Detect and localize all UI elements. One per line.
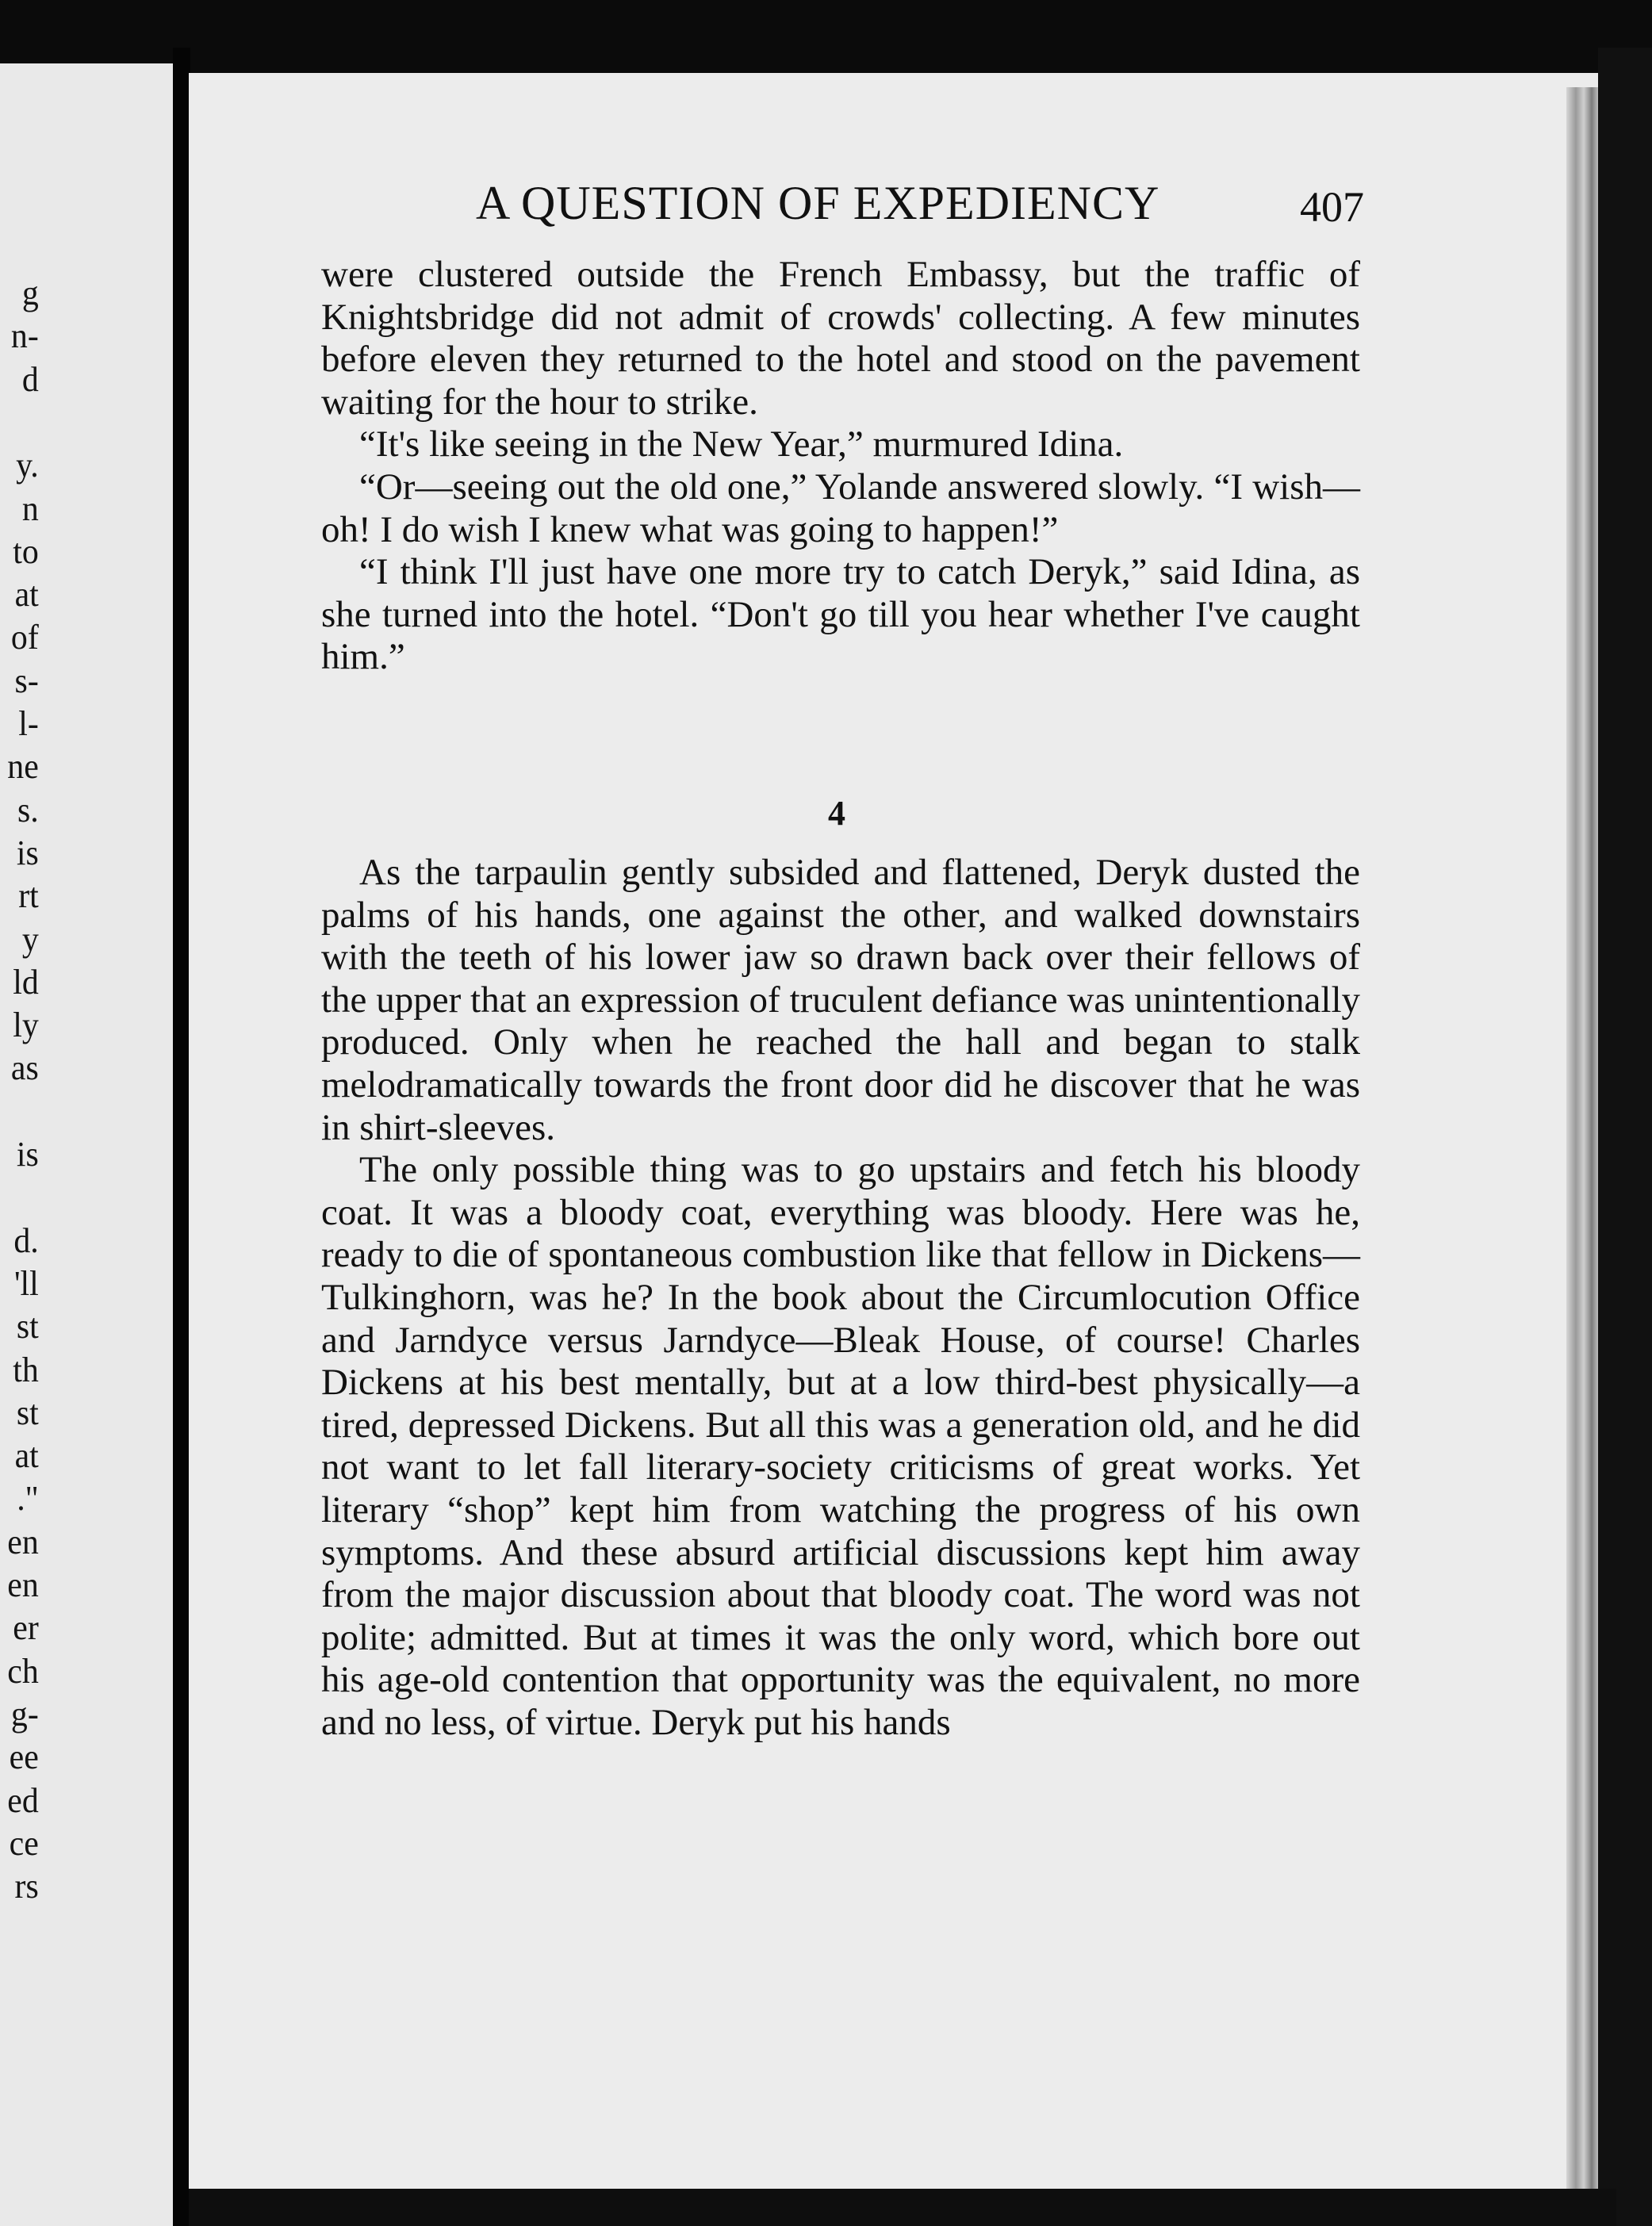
page-header	[476, 176, 1364, 232]
facing-page-fragment: s-	[14, 661, 39, 700]
facing-page-fragment: y.	[16, 446, 39, 485]
text-block-after-section	[321, 852, 1360, 1744]
page-edge	[1566, 87, 1598, 2197]
facing-page-fragment: of	[10, 618, 39, 657]
page-bottom-shadow	[189, 2189, 1616, 2226]
facing-page-fragment: as	[10, 1048, 39, 1088]
section-number: 4	[828, 794, 845, 833]
facing-page-fragment: l-	[18, 704, 39, 743]
facing-page-fragment: 'll	[13, 1263, 39, 1303]
running-title: A QUESTION OF EXPEDIENCY	[476, 177, 1160, 229]
paragraph: “It's like seeing in the New Year,” murmured Idina.	[359, 423, 1124, 466]
facing-page-fragment: at	[14, 575, 39, 615]
facing-page-fragment: s.	[17, 790, 39, 829]
facing-page-fragment: ."	[17, 1479, 39, 1519]
facing-page-fragment: ne	[7, 747, 39, 787]
facing-page-fragment: en	[7, 1522, 39, 1561]
facing-page-fragment: en	[7, 1565, 39, 1604]
facing-page-left	[0, 63, 173, 2226]
facing-page-fragment: rt	[18, 876, 39, 916]
facing-page-fragment: d.	[13, 1220, 39, 1260]
facing-page-fragment: is	[16, 1135, 39, 1174]
facing-page-fragment: ce	[9, 1823, 39, 1863]
text-block-before-section	[321, 254, 1360, 679]
facing-page-fragment: th	[13, 1350, 39, 1389]
facing-page-fragment: er	[13, 1608, 39, 1648]
facing-page-fragment: n	[21, 488, 39, 528]
paragraph: “I think I'll just have one more try to catch Deryk,” said Idina, as she turned into the hotel. “Don't go till you hear whether I've caught him.”	[321, 551, 1360, 678]
facing-page-fragment: is	[16, 833, 39, 872]
facing-page-fragment: ly	[13, 1006, 39, 1045]
facing-page-fragment: st	[16, 1393, 39, 1432]
page-number: 407	[1300, 183, 1364, 231]
facing-page-fragment: ee	[9, 1738, 39, 1777]
book-cover-edge	[1598, 48, 1652, 2226]
book-gutter	[173, 48, 190, 2226]
paragraph: were clustered outside the French Embassy, but the traffic of Knightsbridge did not admit of crowds' collecting. A few minutes before eleven they returned to the hotel and stood on the pavement waiting for the hour to strike.	[321, 254, 1360, 423]
facing-page-fragment: ch	[7, 1651, 39, 1691]
facing-page-fragment: st	[16, 1307, 39, 1347]
facing-page-fragment: n-	[10, 316, 39, 356]
facing-page-fragment: ld	[13, 962, 39, 1002]
facing-page-fragment: g-	[10, 1694, 39, 1734]
facing-page-fragment: to	[13, 531, 39, 571]
facing-page-fragment: y	[21, 919, 39, 959]
facing-page-fragment: rs	[14, 1867, 39, 1906]
facing-page-fragment: g	[21, 274, 39, 312]
facing-page-fragment: d	[21, 359, 39, 399]
paragraph: The only possible thing was to go upstairs and fetch his bloody coat. It was a bloody coat, everything was bloody. Here was he, ready to die of spontaneous combustion like that fellow in Dickens—Tulkinghorn, was he? In the book about the Circumlocution Office and Jarndyce versus Jarndyce—Bleak House, of course! Charles Dickens at his best mentally, but at a low third-best physically—a tired, depressed Dickens. But all this was a generation old, and he did not want to let fall literary-society criticisms of great works. Yet literary “shop” kept him from watching the progress of his own symptoms. And these absurd artificial discussions kept him away from the major discussion about that bloody coat. The word was not polite; admitted. But at times it was the only word, which bore out his age-old contention that opportunity was the equivalent, no more and no less, of virtue. Deryk put his hands	[321, 1149, 1360, 1743]
facing-page-fragment: ed	[7, 1780, 39, 1820]
facing-page-fragment: at	[14, 1436, 39, 1476]
paragraph: “Or—seeing out the old one,” Yolande answered slowly. “I wish—oh! I do wish I knew what was going to happen!”	[321, 466, 1360, 550]
paragraph: As the tarpaulin gently subsided and flattened, Deryk dusted the palms of his hands, one against the other, and walked downstairs with the teeth of his lower jaw so drawn back over their fellows of the upper that an expression of truculent defiance was unintentionally produced. Only when he reached the hall and began to stalk melodramatically towards the front door did he discover that he was in shirt-sleeves.	[321, 852, 1360, 1148]
